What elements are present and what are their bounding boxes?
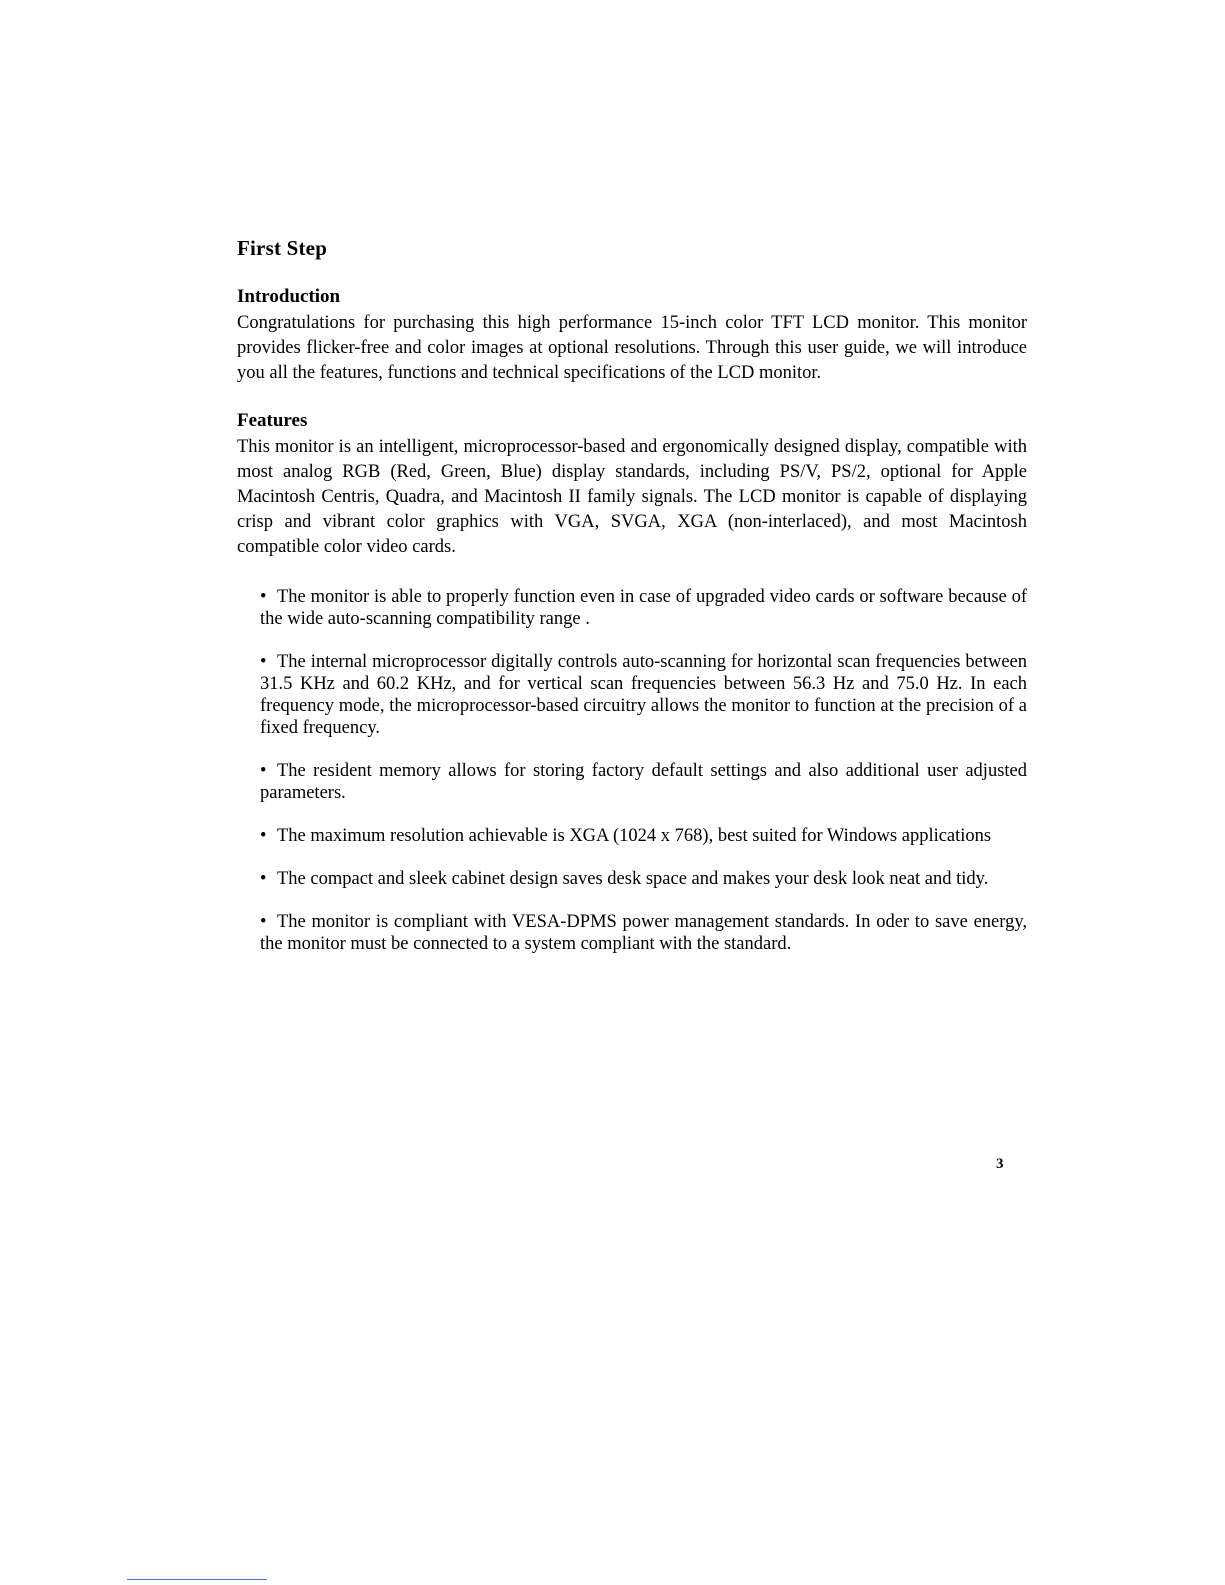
bullet-icon: • [260,869,267,889]
bullet-text: The monitor is able to properly function even in case of upgraded video cards or software because of the wide auto-scanning compatibility range . [260,587,1027,629]
bullet-icon: • [260,652,267,672]
bullet-icon: • [260,587,267,607]
bullet-text: The resident memory allows for storing factory default settings and also additional user adjusted parameters. [260,761,1027,803]
list-item [260,911,1027,955]
list-item [260,586,1027,630]
bullet-text: The compact and sleek cabinet design saves desk space and makes your desk look neat and tidy. [277,869,989,889]
list-item [260,651,1027,739]
page-number: 3 [996,1156,1004,1172]
features-paragraph: This monitor is an intelligent, microprocessor-based and ergonomically designed display, compatible with most analog RGB (Red, Green, Blue) display standards, including PS/V, PS/2, optional for Apple Macintosh Centris, Quadra, and Macintosh II family signals. The LCD monitor is capable of displaying crisp and vibrant color graphics with VGA, SVGA, XGA (non-interlaced), and most Macintosh compatible color video cards. [237,437,1027,557]
page-content [237,236,1027,976]
bullet-text: The maximum resolution achievable is XGA (1024 x 768), best suited for Windows applications [277,826,992,846]
list-item [260,825,1027,847]
bullet-text: The monitor is compliant with VESA-DPMS power management standards. In oder to save energy, the monitor must be connected to a system compliant with the standard. [260,912,1027,954]
page-title: First Step [237,236,328,260]
footer-divider [127,1579,267,1580]
introduction-heading: Introduction [237,286,341,307]
bullet-icon: • [260,826,267,846]
list-item [260,760,1027,804]
bullet-icon: • [260,912,267,932]
list-item [260,868,1027,890]
bullet-icon: • [260,761,267,781]
features-bullet-list [237,586,1027,955]
bullet-text: The internal microprocessor digitally controls auto-scanning for horizontal scan frequencies between 31.5 KHz and 60.2 KHz, and for vertical scan frequencies between 56.3 Hz and 75.0 Hz. In each frequency mode, the microprocessor-based circuitry allows the monitor to function at the precision of a fixed frequency. [260,652,1027,738]
features-heading: Features [237,410,308,431]
introduction-paragraph: Congratulations for purchasing this high performance 15-inch color TFT LCD monitor. This monitor provides flicker-free and color images at optional resolutions. Through this user guide, we will introduce you all the features, functions and technical specifications of the LCD monitor. [237,313,1027,383]
